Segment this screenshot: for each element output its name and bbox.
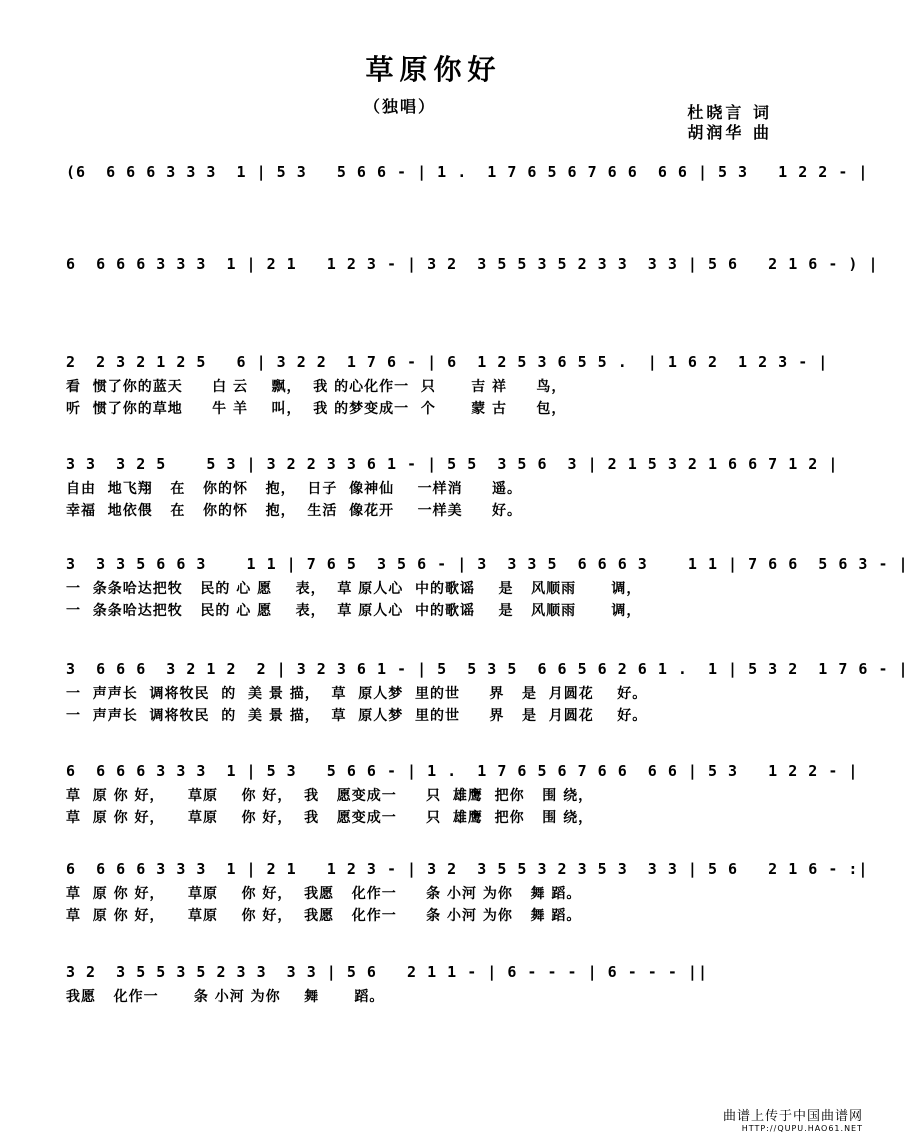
composer-credit: 胡润华 曲 (687, 123, 772, 142)
lyric-verse-2: 听 惯了你的草地 牛 羊 叫， 我 的梦变成一 个 蒙 古 包， (66, 401, 567, 417)
notation-line: (6 6 6 6 3 3 3 1 | 5 3 5 6 6 - | 1 . 1 7 6 5 6 7 6 6 6 6 | 5 3 1 2 2 - | (66, 163, 869, 181)
score-system-8 (66, 855, 869, 927)
page-title: 草原你好 (365, 53, 502, 86)
lyric-verse-2: 幸福 地依偎 在 你的怀 抱， 生活 像花开 一样美 好。 (66, 503, 522, 519)
score-system-5 (66, 550, 909, 622)
source-watermark (723, 1105, 863, 1133)
lyric-verse-2: 一 条条哈达把牧 民的 心 愿 表， 草 原人心 中的歌谣 是 风顺雨 调， (66, 603, 642, 619)
notation-line: 6 6 6 6 3 3 3 1 | 2 1 1 2 3 - | 3 2 3 5 5 3 2 3 5 3 3 3 | 5 6 2 1 6 - :| (66, 860, 869, 878)
notation-line: 2 2 3 2 1 2 5 6 | 3 2 2 1 7 6 - | 6 1 2 5 3 6 5 5 . | 1 6 2 1 2 3 - | (66, 353, 829, 371)
lyricist-credit: 杜晓言 词 (687, 103, 772, 122)
watermark-text: 曲谱上传于中国曲谱网 (722, 1109, 863, 1124)
watermark-url: HTTP://QUPU.HAO61.NET (741, 1124, 863, 1133)
lyric-verse-1: 一 条条哈达把牧 民的 心 愿 表， 草 原人心 中的歌谣 是 风顺雨 调， (66, 581, 642, 597)
notation-line: 6 6 6 6 3 3 3 1 | 5 3 5 6 6 - | 1 . 1 7 6 5 6 7 6 6 6 6 | 5 3 1 2 2 - | (66, 762, 859, 780)
score-system-6 (66, 655, 909, 727)
lyric-verse-2: 草 原 你 好， 草原 你 好， 我愿 化作一 条 小河 为你 舞 蹈。 (66, 908, 582, 924)
lyric-verse-1: 自由 地飞翔 在 你的怀 抱， 日子 像神仙 一样消 遥。 (66, 481, 522, 497)
lyric-verse-1: 一 声声长 调将牧民 的 美 景 描， 草 原人梦 里的世 界 是 月圆花 好。 (66, 686, 648, 702)
notation-line: 3 6 6 6 3 2 1 2 2 | 3 2 3 6 1 - | 5 5 3 5 6 6 5 6 2 6 1 . 1 | 5 3 2 1 7 6 - | (66, 660, 909, 678)
notation-line: 6 6 6 6 3 3 3 1 | 2 1 1 2 3 - | 3 2 3 5 5 3 5 2 3 3 3 3 | 5 6 2 1 6 - ) | (66, 255, 879, 273)
notation-line: 3 3 3 5 6 6 3 1 1 | 7 6 5 3 5 6 - | 3 3 3 5 6 6 6 3 1 1 | 7 6 6 5 6 3 - | (66, 555, 909, 573)
page-subtitle: （独唱） (363, 97, 436, 116)
lyric-verse-2: 一 声声长 调将牧民 的 美 景 描， 草 原人梦 里的世 界 是 月圆花 好。 (66, 708, 648, 724)
lyric-verse-2: 草 原 你 好， 草原 你 好， 我 愿变成一 只 雄鹰 把你 围 绕， (66, 810, 594, 826)
score-system-7 (66, 757, 859, 829)
notation-line: 3 2 3 5 5 3 5 2 3 3 3 3 | 5 6 2 1 1 - | 6 - - - | 6 - - - || (66, 963, 708, 981)
lyric-verse-1: 草 原 你 好， 草原 你 好， 我 愿变成一 只 雄鹰 把你 围 绕， (66, 788, 594, 804)
lyric-verse-1: 我愿 化作一 条 小河 为你 舞 蹈。 (66, 989, 385, 1005)
score-system-1 (66, 158, 869, 186)
score-system-3 (66, 348, 829, 420)
score-system-2 (66, 250, 879, 278)
score-system-9 (66, 958, 801, 1008)
notation-line: 3 3 3 2 5 5 3 | 3 2 2 3 3 6 1 - | 5 5 3 5 6 3 | 2 1 5 3 2 1 6 6 7 1 2 | (66, 455, 839, 473)
lyric-verse-1: 草 原 你 好， 草原 你 好， 我愿 化作一 条 小河 为你 舞 蹈。 (66, 886, 582, 902)
lyric-verse-1: 看 惯了你的蓝天 白 云 飘， 我 的心化作一 只 吉 祥 鸟， (66, 379, 567, 395)
score-system-4 (66, 450, 839, 522)
